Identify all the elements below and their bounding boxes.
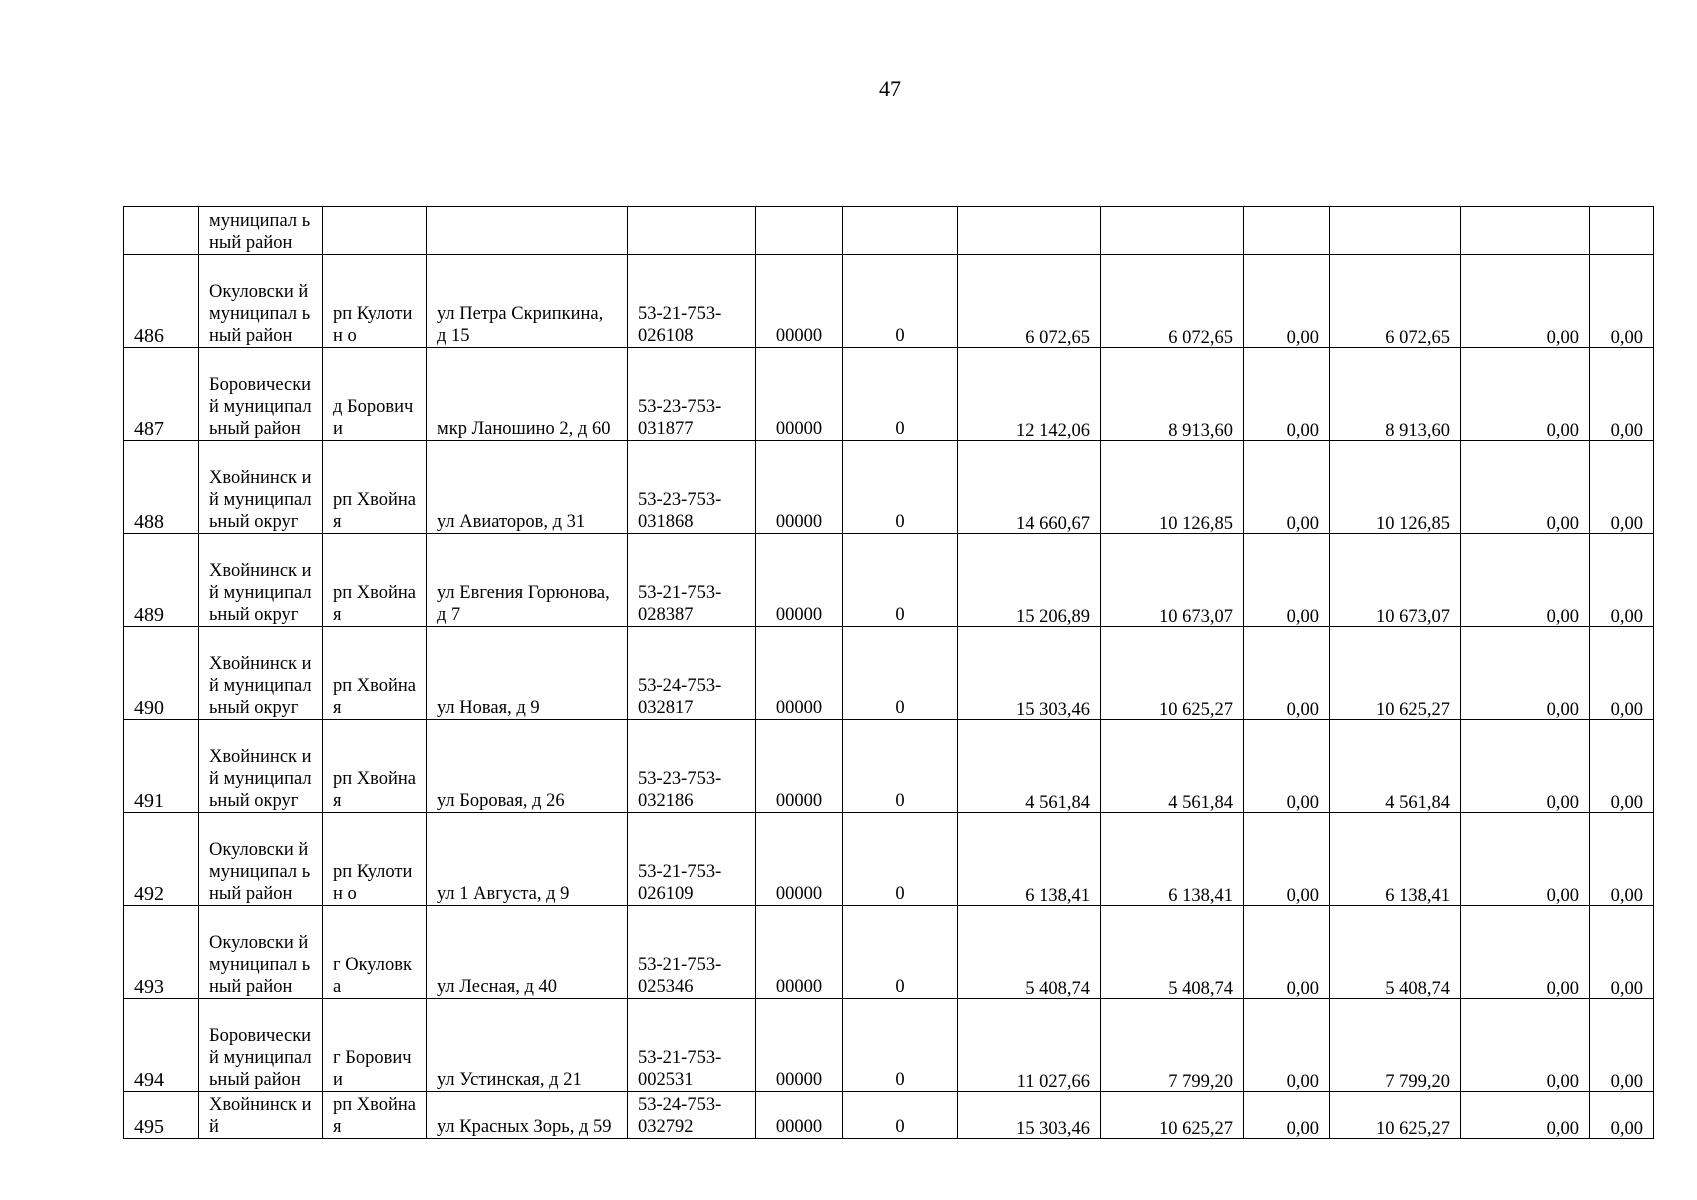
- cell-num: 486: [124, 255, 199, 348]
- cell-num: 492: [124, 813, 199, 906]
- cell-flag: 0: [843, 627, 958, 720]
- cell-address: ул Устинская, д 21: [427, 999, 628, 1092]
- cell-municipality: Хвойнинск ий муниципал ьный округ: [199, 627, 323, 720]
- cell-v1: 6 138,41: [958, 813, 1101, 906]
- cell-municipality: Боровически й муниципал ьный район: [199, 999, 323, 1092]
- cell-locality: рп Хвойная: [323, 1092, 427, 1139]
- cell-v4: 6 138,41: [1330, 813, 1461, 906]
- cell-v6: 0,00: [1590, 348, 1654, 441]
- table-row: [124, 906, 1654, 999]
- cell-locality: рп Кулотин о: [323, 813, 427, 906]
- cell-v6: 0,00: [1590, 906, 1654, 999]
- cell-municipality: Боровически й муниципал ьный район: [199, 348, 323, 441]
- cell-code: 53-23-753- 031868: [628, 441, 756, 534]
- cell-v1: 15 206,89: [958, 534, 1101, 627]
- cell-flag: 0: [843, 906, 958, 999]
- cell-v2: 10 625,27: [1101, 1092, 1244, 1139]
- cell-v2: 6 138,41: [1101, 813, 1244, 906]
- cell-v6: 0,00: [1590, 813, 1654, 906]
- cell-code: 53-21-753- 028387: [628, 534, 756, 627]
- cell-municipality: Окуловски й муниципал ьный район: [199, 813, 323, 906]
- cell-v4: 7 799,20: [1330, 999, 1461, 1092]
- cell-code2: 00000: [756, 255, 843, 348]
- cell-v5: 0,00: [1461, 1092, 1590, 1139]
- cell-v6: 0,00: [1590, 1092, 1654, 1139]
- cell-code2: 00000: [756, 813, 843, 906]
- cell-address: мкр Ланошино 2, д 60: [427, 348, 628, 441]
- cell-v1: 12 142,06: [958, 348, 1101, 441]
- cell-v3: 0,00: [1244, 441, 1330, 534]
- cell-num: 491: [124, 720, 199, 813]
- cell-v6: 0,00: [1590, 441, 1654, 534]
- cell-code: 53-21-753- 025346: [628, 906, 756, 999]
- cell-v1: 14 660,67: [958, 441, 1101, 534]
- cell-v4: 4 561,84: [1330, 720, 1461, 813]
- cell-address: [427, 207, 628, 255]
- cell-code2: 00000: [756, 441, 843, 534]
- cell-v3: [1244, 207, 1330, 255]
- cell-code2: 00000: [756, 999, 843, 1092]
- cell-code2: 00000: [756, 627, 843, 720]
- table-row: [124, 534, 1654, 627]
- cell-flag: 0: [843, 348, 958, 441]
- cell-v5: 0,00: [1461, 534, 1590, 627]
- cell-v4: 10 673,07: [1330, 534, 1461, 627]
- cell-num: [124, 207, 199, 255]
- cell-v2: 10 625,27: [1101, 627, 1244, 720]
- cell-num: 495: [124, 1092, 199, 1139]
- cell-v5: 0,00: [1461, 255, 1590, 348]
- cell-num: 493: [124, 906, 199, 999]
- cell-v5: 0,00: [1461, 720, 1590, 813]
- cell-municipality: муниципал ьный район: [199, 207, 323, 255]
- cell-municipality: Хвойнинск ий муниципал ьный округ: [199, 441, 323, 534]
- cell-locality: рп Хвойная: [323, 627, 427, 720]
- cell-municipality: Хвойнинск ий муниципал ьный округ: [199, 534, 323, 627]
- table-row: [124, 720, 1654, 813]
- cell-locality: д Борович и: [323, 348, 427, 441]
- cell-v5: 0,00: [1461, 348, 1590, 441]
- cell-address: ул Петра Скрипкина, д 15: [427, 255, 628, 348]
- cell-v6: 0,00: [1590, 627, 1654, 720]
- cell-v6: 0,00: [1590, 255, 1654, 348]
- cell-v4: 10 625,27: [1330, 627, 1461, 720]
- cell-address: ул 1 Августа, д 9: [427, 813, 628, 906]
- cell-v6: 0,00: [1590, 999, 1654, 1092]
- cell-v2: 10 126,85: [1101, 441, 1244, 534]
- cell-locality: рп Хвойная: [323, 534, 427, 627]
- cell-locality: [323, 207, 427, 255]
- cell-flag: 0: [843, 999, 958, 1092]
- table-row-continuation: [124, 207, 1654, 255]
- cell-v3: 0,00: [1244, 906, 1330, 999]
- cell-v2: 8 913,60: [1101, 348, 1244, 441]
- cell-locality: г Окуловк а: [323, 906, 427, 999]
- table-row: [124, 441, 1654, 534]
- register-table-body: [124, 207, 1654, 1139]
- cell-v6: 0,00: [1590, 534, 1654, 627]
- cell-code: 53-21-753- 002531: [628, 999, 756, 1092]
- cell-locality: г Борович и: [323, 999, 427, 1092]
- page-number: 47: [879, 76, 901, 101]
- cell-v3: 0,00: [1244, 255, 1330, 348]
- table-row: [124, 348, 1654, 441]
- cell-flag: [843, 207, 958, 255]
- cell-v4: 10 625,27: [1330, 1092, 1461, 1139]
- cell-v2: 6 072,65: [1101, 255, 1244, 348]
- cell-v6: 0,00: [1590, 720, 1654, 813]
- cell-v2: 10 673,07: [1101, 534, 1244, 627]
- cell-code2: 00000: [756, 348, 843, 441]
- cell-code: 53-24-753- 032792: [628, 1092, 756, 1139]
- cell-v3: 0,00: [1244, 813, 1330, 906]
- table-row: [124, 999, 1654, 1092]
- cell-address: ул Новая, д 9: [427, 627, 628, 720]
- cell-v5: 0,00: [1461, 813, 1590, 906]
- cell-v1: 5 408,74: [958, 906, 1101, 999]
- cell-address: ул Боровая, д 26: [427, 720, 628, 813]
- cell-v2: 5 408,74: [1101, 906, 1244, 999]
- cell-municipality: Хвойнинск ий: [199, 1092, 323, 1139]
- cell-municipality: Окуловски й муниципал ьный район: [199, 906, 323, 999]
- cell-flag: 0: [843, 534, 958, 627]
- cell-address: ул Красных Зорь, д 59: [427, 1092, 628, 1139]
- cell-v2: 7 799,20: [1101, 999, 1244, 1092]
- table-row: [124, 627, 1654, 720]
- cell-code: 53-21-753- 026109: [628, 813, 756, 906]
- cell-v5: [1461, 207, 1590, 255]
- cell-v4: [1330, 207, 1461, 255]
- cell-flag: 0: [843, 255, 958, 348]
- cell-num: 488: [124, 441, 199, 534]
- cell-v3: 0,00: [1244, 720, 1330, 813]
- cell-locality: рп Хвойная: [323, 441, 427, 534]
- cell-code: 53-23-753- 032186: [628, 720, 756, 813]
- cell-v6: [1590, 207, 1654, 255]
- cell-address: ул Евгения Горюнова, д 7: [427, 534, 628, 627]
- cell-v1: [958, 207, 1101, 255]
- cell-code2: 00000: [756, 1092, 843, 1139]
- cell-flag: 0: [843, 720, 958, 813]
- cell-num: 489: [124, 534, 199, 627]
- cell-code: 53-24-753- 032817: [628, 627, 756, 720]
- cell-v4: 6 072,65: [1330, 255, 1461, 348]
- cell-v4: 8 913,60: [1330, 348, 1461, 441]
- cell-v2: [1101, 207, 1244, 255]
- cell-num: 487: [124, 348, 199, 441]
- cell-v3: 0,00: [1244, 534, 1330, 627]
- register-table: [123, 206, 1654, 1139]
- cell-v4: 5 408,74: [1330, 906, 1461, 999]
- cell-num: 490: [124, 627, 199, 720]
- table-row: [124, 1092, 1654, 1139]
- cell-v3: 0,00: [1244, 999, 1330, 1092]
- cell-address: ул Лесная, д 40: [427, 906, 628, 999]
- cell-code2: 00000: [756, 720, 843, 813]
- cell-flag: 0: [843, 1092, 958, 1139]
- cell-code: 53-23-753- 031877: [628, 348, 756, 441]
- cell-v1: 11 027,66: [958, 999, 1101, 1092]
- table-row: [124, 255, 1654, 348]
- cell-code: [628, 207, 756, 255]
- cell-code2: 00000: [756, 534, 843, 627]
- cell-v5: 0,00: [1461, 627, 1590, 720]
- cell-flag: 0: [843, 813, 958, 906]
- cell-locality: рп Кулотин о: [323, 255, 427, 348]
- cell-v5: 0,00: [1461, 999, 1590, 1092]
- cell-flag: 0: [843, 441, 958, 534]
- cell-v1: 4 561,84: [958, 720, 1101, 813]
- cell-v2: 4 561,84: [1101, 720, 1244, 813]
- cell-address: ул Авиаторов, д 31: [427, 441, 628, 534]
- cell-code: 53-21-753- 026108: [628, 255, 756, 348]
- cell-v4: 10 126,85: [1330, 441, 1461, 534]
- cell-municipality: Хвойнинск ий муниципал ьный округ: [199, 720, 323, 813]
- cell-code2: 00000: [756, 906, 843, 999]
- cell-locality: рп Хвойная: [323, 720, 427, 813]
- cell-v3: 0,00: [1244, 627, 1330, 720]
- cell-v1: 6 072,65: [958, 255, 1101, 348]
- cell-code2: [756, 207, 843, 255]
- cell-v1: 15 303,46: [958, 1092, 1101, 1139]
- cell-municipality: Окуловски й муниципал ьный район: [199, 255, 323, 348]
- table-row: [124, 813, 1654, 906]
- cell-num: 494: [124, 999, 199, 1092]
- cell-v3: 0,00: [1244, 348, 1330, 441]
- cell-v1: 15 303,46: [958, 627, 1101, 720]
- cell-v5: 0,00: [1461, 441, 1590, 534]
- cell-v5: 0,00: [1461, 906, 1590, 999]
- cell-v3: 0,00: [1244, 1092, 1330, 1139]
